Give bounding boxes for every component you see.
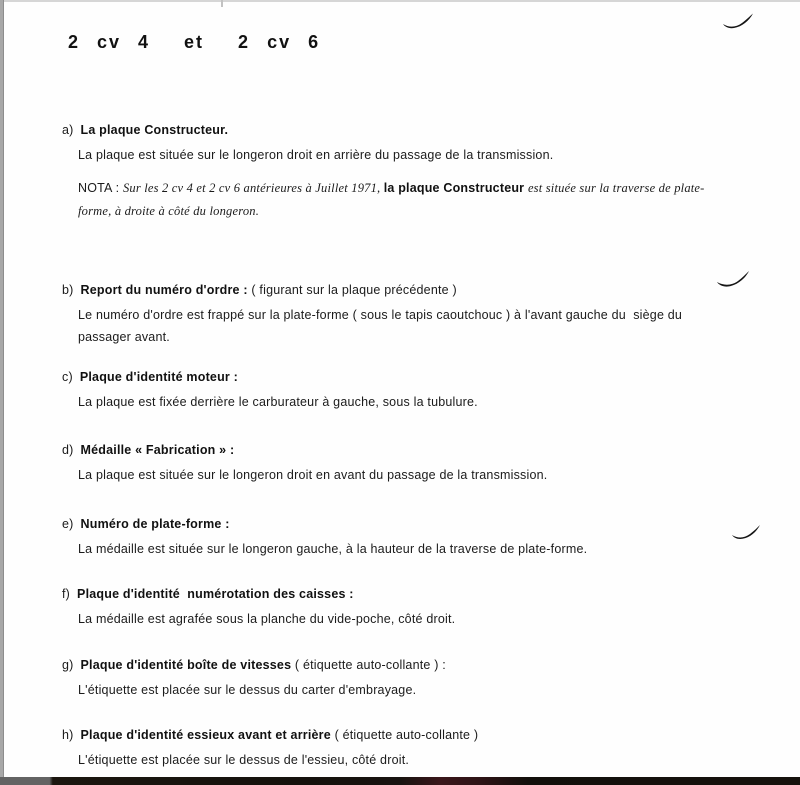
scan-top-edge xyxy=(0,0,800,2)
section-e xyxy=(62,514,742,560)
section-heading-text: Plaque d'identité numérotation des caisses : xyxy=(77,587,354,601)
section-heading-suffix: ( étiquette auto-collante ) xyxy=(330,728,479,742)
section-heading xyxy=(62,280,742,300)
section-b xyxy=(62,280,742,348)
ink-mark-icon xyxy=(716,269,750,288)
section-body: La médaille est agrafée sous la planche du vide-poche, côté droit. xyxy=(78,612,456,626)
ink-mark-icon xyxy=(731,523,761,540)
section-heading-text: Médaille « Fabrication » : xyxy=(80,443,235,457)
ink-mark-icon xyxy=(722,12,754,29)
scan-edge-tick xyxy=(221,0,223,7)
section-heading xyxy=(62,440,742,460)
section-heading xyxy=(62,120,742,140)
section-heading xyxy=(62,584,742,604)
nota-prefix: NOTA : xyxy=(78,181,123,195)
section-label: f) xyxy=(62,587,71,601)
page-title: 2 cv 4 et 2 cv 6 xyxy=(68,32,321,52)
nota-bold: la plaque Constructeur xyxy=(383,181,528,195)
section-f xyxy=(62,584,742,630)
section-label: a) xyxy=(62,123,74,137)
section-heading-text: Plaque d'identité essieux avant et arrière xyxy=(80,728,331,742)
section-heading xyxy=(62,655,742,675)
nota-italic-1: Sur les 2 cv 4 et 2 cv 6 antérieures à Juillet 1971, xyxy=(122,181,384,195)
section-a xyxy=(62,120,742,166)
section-label: c) xyxy=(62,370,73,384)
section-g xyxy=(62,655,742,701)
section-body: L'étiquette est placée sur le dessus de l'essieu, côté droit. xyxy=(78,753,410,767)
section-body: La médaille est située sur le longeron gauche, à la hauteur de la traverse de plate-forme. xyxy=(78,542,588,556)
section-body: La plaque est située sur le longeron droit en avant du passage de la transmission. xyxy=(78,468,548,482)
section-label: h) xyxy=(62,728,74,742)
section-heading-text: Numéro de plate-forme : xyxy=(80,517,230,531)
scan-bottom-bar xyxy=(0,777,800,785)
nota-italic-2: est située sur la traverse de plate-forme, à droite à côté du longeron. xyxy=(78,181,705,218)
section-body: La plaque est fixée derrière le carburateur à gauche, sous la tubulure. xyxy=(78,395,478,409)
section-body: L'étiquette est placée sur le dessus du carter d'embrayage. xyxy=(78,683,417,697)
section-heading-text: Report du numéro d'ordre : xyxy=(80,283,248,297)
section-label: d) xyxy=(62,443,74,457)
section-h xyxy=(62,725,742,771)
scan-left-edge xyxy=(0,0,4,785)
section-heading xyxy=(62,514,742,534)
section-label: g) xyxy=(62,658,74,672)
section-heading-text: La plaque Constructeur. xyxy=(80,123,229,137)
section-heading xyxy=(62,367,742,387)
section-heading xyxy=(62,725,742,745)
section-heading-text: Plaque d'identité moteur : xyxy=(79,370,239,384)
section-heading-text: Plaque d'identité boîte de vitesses xyxy=(80,658,292,672)
section-label: b) xyxy=(62,283,74,297)
section-body: La plaque est située sur le longeron droit en arrière du passage de la transmission. xyxy=(78,148,554,162)
section-body: Le numéro d'ordre est frappé sur la plate-forme ( sous le tapis caoutchouc ) à l'avant gauche du siège du passager avant. xyxy=(78,308,686,344)
section-heading-suffix: ( figurant sur la plaque précédente ) xyxy=(247,283,457,297)
section-c xyxy=(62,367,742,413)
section-heading-suffix: ( étiquette auto-collante ) : xyxy=(291,658,446,672)
section-d xyxy=(62,440,742,486)
nota-block xyxy=(78,177,738,223)
section-label: e) xyxy=(62,517,74,531)
